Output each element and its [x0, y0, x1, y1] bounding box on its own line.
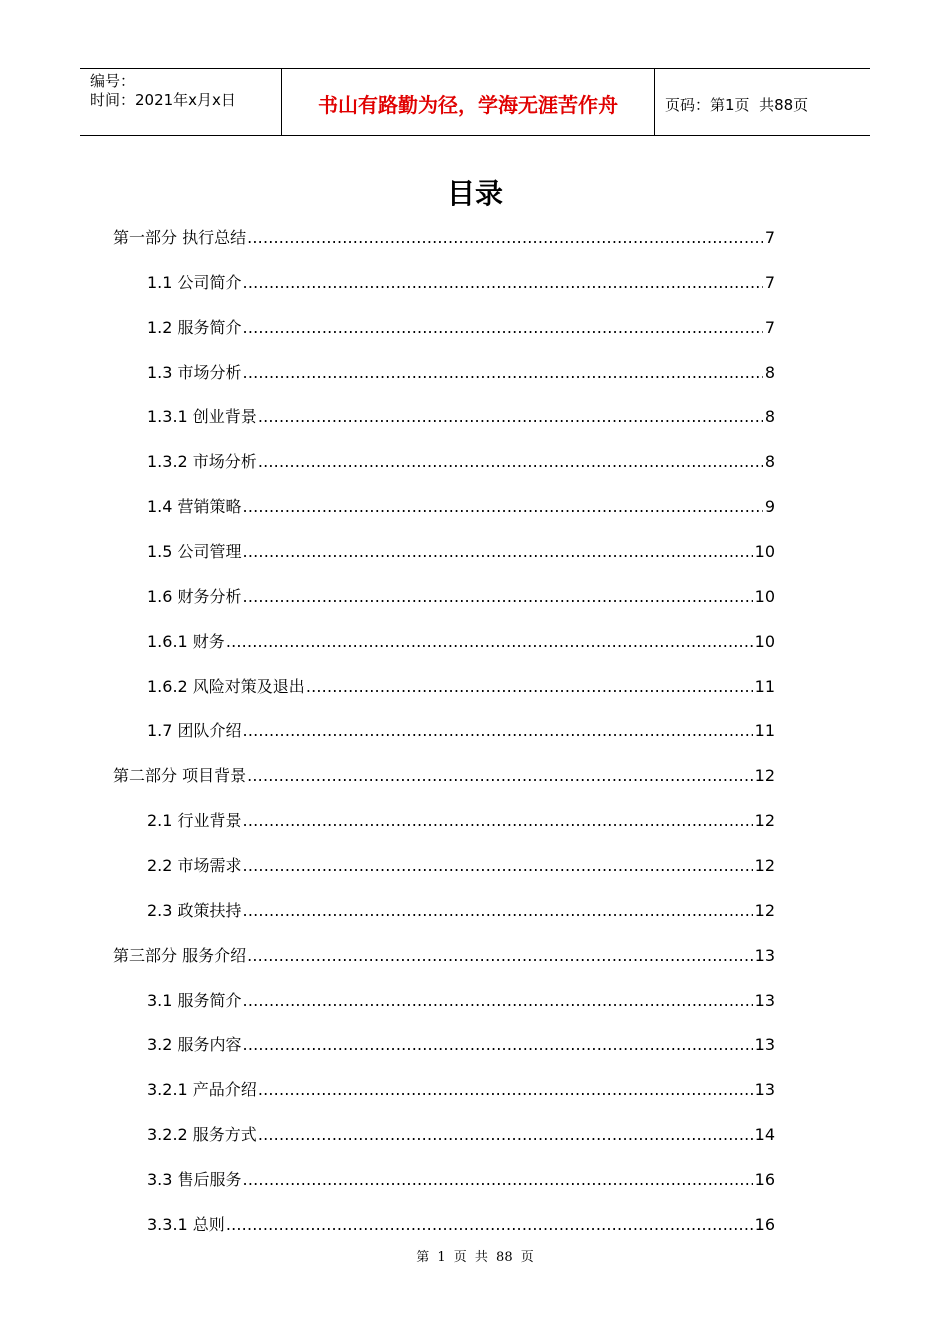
toc-entry-label: 第一部分 执行总结 — [113, 228, 247, 247]
toc-leader-dots — [226, 630, 753, 654]
header-motto: 书山有路勤为径，学海无涯苦作舟 — [282, 69, 655, 135]
toc-entry[interactable] — [147, 271, 775, 295]
page-footer: 第 1 页 共 88 页 — [416, 1250, 534, 1265]
toc-entry[interactable] — [147, 585, 775, 609]
toc-entry-label: 1.6 财务分析 — [147, 587, 242, 606]
toc-entry-page-number: 10 — [754, 632, 775, 651]
toc-entry[interactable] — [113, 226, 775, 250]
toc-entry[interactable] — [147, 675, 775, 699]
toc-entry-label: 3.3 售后服务 — [147, 1170, 242, 1189]
toc-entry-label: 1.3.2 市场分析 — [147, 452, 257, 471]
header-page-info — [655, 69, 870, 137]
toc-leader-dots — [243, 585, 753, 609]
toc-leader-dots — [243, 1033, 753, 1057]
toc-entry-page-number: 10 — [754, 587, 775, 606]
toc-entry[interactable] — [147, 540, 775, 564]
toc-entry-page-number: 13 — [754, 1035, 775, 1054]
toc-entry[interactable] — [147, 495, 775, 519]
toc-entry-page-number: 10 — [754, 542, 775, 561]
toc-entry-label: 3.2.1 产品介绍 — [147, 1080, 257, 1099]
toc-entry-label: 1.7 团队介绍 — [147, 721, 242, 740]
toc-entry[interactable] — [113, 944, 775, 968]
toc-entry-page-number: 12 — [754, 811, 775, 830]
toc-entry-label: 3.3.1 总则 — [147, 1215, 225, 1234]
toc-entry-label: 1.6.1 财务 — [147, 632, 225, 651]
document-time-label: 时间：2021年x月x日 — [90, 91, 236, 109]
toc-leader-dots — [243, 495, 763, 519]
toc-leader-dots — [243, 719, 753, 743]
toc-entry-page-number: 12 — [754, 856, 775, 875]
toc-entry-label: 2.3 政策扶持 — [147, 901, 242, 920]
toc-leader-dots — [258, 1078, 753, 1102]
toc-leader-dots — [306, 675, 753, 699]
toc-entry[interactable] — [147, 1123, 775, 1147]
toc-entry[interactable] — [147, 1033, 775, 1057]
toc-entry[interactable] — [147, 316, 775, 340]
toc-leader-dots — [243, 361, 763, 385]
toc-entry-label: 1.6.2 风险对策及退出 — [147, 677, 305, 696]
toc-entry-page-number: 7 — [764, 228, 775, 247]
toc-entry[interactable] — [147, 854, 775, 878]
toc-entry-label: 1.3.1 创业背景 — [147, 407, 257, 426]
toc-leader-dots — [243, 899, 753, 923]
page-header — [80, 68, 870, 136]
header-meta — [80, 69, 282, 135]
toc-entry-label: 1.4 营销策略 — [147, 497, 242, 516]
toc-entry-label: 1.5 公司管理 — [147, 542, 242, 561]
toc-leader-dots — [243, 1168, 753, 1192]
toc-entry-page-number: 14 — [754, 1125, 775, 1144]
toc-entry-label: 3.2.2 服务方式 — [147, 1125, 257, 1144]
toc-entry[interactable] — [147, 899, 775, 923]
toc-leader-dots — [243, 271, 763, 295]
toc-entry-label: 1.1 公司简介 — [147, 273, 242, 292]
toc-entry[interactable] — [147, 361, 775, 385]
toc-entry-page-number: 13 — [754, 946, 775, 965]
toc-leader-dots — [258, 450, 763, 474]
toc-leader-dots — [243, 989, 753, 1013]
toc-leader-dots — [226, 1213, 753, 1237]
toc-entry-page-number: 8 — [764, 452, 775, 471]
toc-entry-page-number: 8 — [764, 363, 775, 382]
toc-entry[interactable] — [147, 1213, 775, 1237]
toc-leader-dots — [243, 540, 753, 564]
toc-entry-page-number: 11 — [754, 677, 775, 696]
page-title: 目录 — [446, 177, 503, 210]
toc-entry[interactable] — [147, 450, 775, 474]
toc-leader-dots — [247, 764, 753, 788]
toc-entry[interactable] — [147, 405, 775, 429]
toc-entry[interactable] — [147, 989, 775, 1013]
toc-entry[interactable] — [147, 719, 775, 743]
document-number-label: 编号： — [90, 72, 136, 90]
toc-entry[interactable] — [113, 764, 775, 788]
toc-entry-label: 第三部分 服务介绍 — [113, 946, 247, 965]
header-page-info-text: 页码：第1页 共88页 — [665, 95, 809, 114]
toc-leader-dots — [243, 316, 763, 340]
toc-entry-page-number: 16 — [754, 1170, 775, 1189]
toc-entry-page-number: 7 — [764, 318, 775, 337]
toc-entry[interactable] — [147, 809, 775, 833]
toc-entry-label: 第二部分 项目背景 — [113, 766, 247, 785]
toc-entry-page-number: 13 — [754, 991, 775, 1010]
toc-entry-page-number: 8 — [764, 407, 775, 426]
toc-entry-label: 2.2 市场需求 — [147, 856, 242, 875]
toc-entry-label: 2.1 行业背景 — [147, 811, 242, 830]
toc-entry-label: 3.1 服务简介 — [147, 991, 242, 1010]
toc-entry-page-number: 11 — [754, 721, 775, 740]
toc-entry-label: 1.3 市场分析 — [147, 363, 242, 382]
toc-entry-page-number: 7 — [764, 273, 775, 292]
toc-entry[interactable] — [147, 630, 775, 654]
toc-leader-dots — [258, 1123, 753, 1147]
toc-leader-dots — [243, 809, 753, 833]
toc-entry[interactable] — [147, 1078, 775, 1102]
toc-entry-page-number: 13 — [754, 1080, 775, 1099]
toc-entry-label: 3.2 服务内容 — [147, 1035, 242, 1054]
toc-entry-page-number: 12 — [754, 766, 775, 785]
toc-entry[interactable] — [147, 1168, 775, 1192]
toc-leader-dots — [243, 854, 753, 878]
toc-entry-page-number: 9 — [764, 497, 775, 516]
toc-entry-page-number: 12 — [754, 901, 775, 920]
toc-leader-dots — [258, 405, 763, 429]
toc-leader-dots — [247, 226, 763, 250]
toc-leader-dots — [247, 944, 753, 968]
toc-entry-label: 1.2 服务简介 — [147, 318, 242, 337]
toc-entry-page-number: 16 — [754, 1215, 775, 1234]
